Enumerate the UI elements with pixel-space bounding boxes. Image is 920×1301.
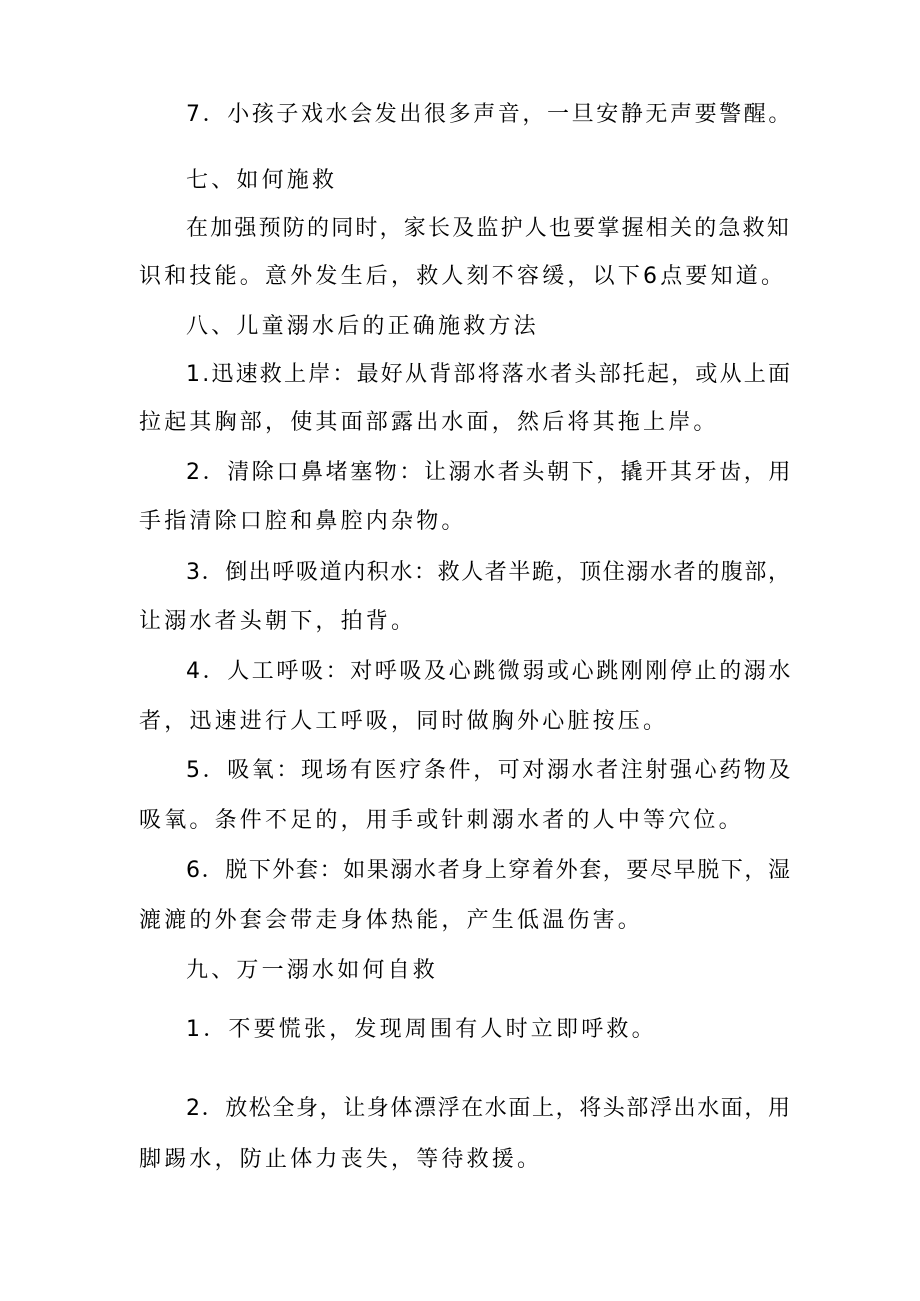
text-line: 2．放松全身，让身体漂浮在水面上，将头部浮出水面，用 (186, 1096, 792, 1121)
text-line: 在加强预防的同时，家长及监护人也要掌握相关的急救知 (186, 216, 792, 241)
text-line: 拉起其胸部，使其面部露出水面，然后将其拖上岸。 (139, 410, 719, 435)
text-line: 脚踢水，防止体力丧失，等待救援。 (139, 1147, 543, 1172)
text-line: 者，迅速进行人工呼吸，同时做胸外心脏按压。 (139, 709, 669, 734)
text-line: 7．小孩子戏水会发出很多声音，一旦安静无声要警醒。 (186, 102, 793, 127)
text-line: 识和技能。意外发生后，救人刻不容缓，以下6点要知道。 (139, 264, 787, 289)
text-line: 3．倒出呼吸道内积水：救人者半跪，顶住溺水者的腹部， (186, 560, 792, 585)
text-line: 1.迅速救上岸：最好从背部将落水者头部托起，或从上面 (186, 362, 793, 387)
text-line: 让溺水者头朝下，拍背。 (139, 609, 417, 634)
text-line: 1．不要慌张，发现周围有人时立即呼救。 (186, 1017, 657, 1042)
text-line: 手指清除口腔和鼻腔内杂物。 (139, 509, 467, 534)
section-heading: 八、儿童溺水后的正确施救方法 (186, 314, 539, 339)
text-line: 6．脱下外套：如果溺水者身上穿着外套，要尽早脱下，湿 (186, 858, 792, 883)
text-line: 5．吸氧：现场有医疗条件，可对溺水者注射强心药物及 (186, 758, 793, 783)
text-line: 2．清除口鼻堵塞物：让溺水者头朝下，撬开其牙齿，用 (186, 460, 793, 485)
text-line: 漉漉的外套会带走身体热能，产生低温伤害。 (139, 908, 644, 933)
section-heading: 九、万一溺水如何自救 (186, 958, 439, 983)
section-heading: 七、如何施救 (186, 168, 338, 193)
text-line: 吸氧。条件不足的，用手或针刺溺水者的人中等穴位。 (139, 808, 744, 833)
text-line: 4．人工呼吸：对呼吸及心跳微弱或心跳刚刚停止的溺水 (186, 659, 793, 684)
